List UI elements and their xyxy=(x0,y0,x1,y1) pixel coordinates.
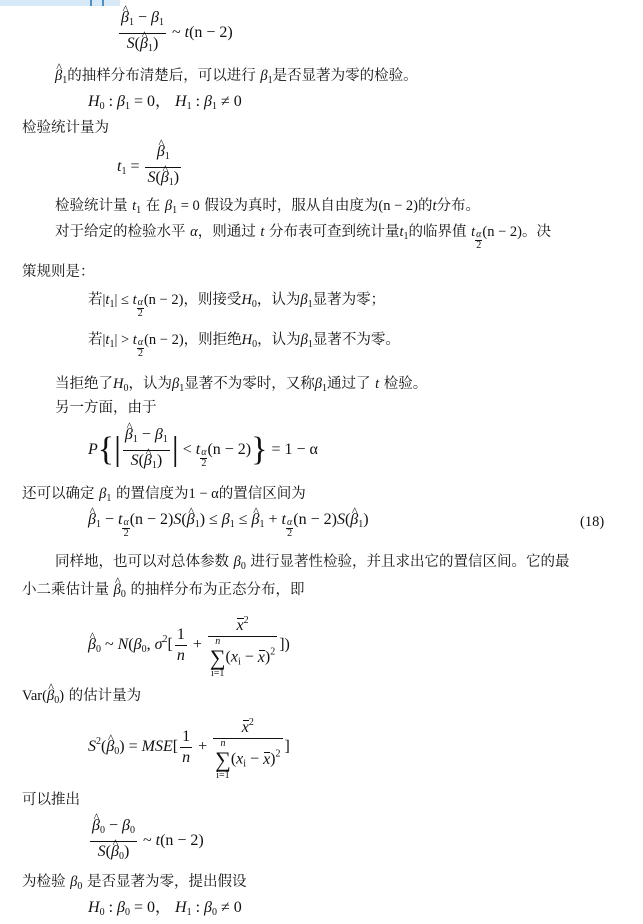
equation-probability-interval: P{| ^ $\frac{\beta_1 - \beta_1}{S(\^{} \beta_1)}$ | < t $\frac{\alpha}{2}$ (n − 2)} = 1 − α xyxy=(88,425,318,476)
paragraph-similar-test: 同样地，也可以对总体参数 $\beta_0$ 进行显著性检验，并且求出它的置信区间。它的最 xyxy=(55,554,570,572)
equation-t1-statistic: $t_1$ = ^ $\frac{\beta_1}{S(\^{} \beta_1)}$ xyxy=(117,142,183,193)
paragraph-other-hand: 另一方面，由于 xyxy=(55,400,157,416)
equation-18-confidence-interval: ^ $\beta_1 - t$ $\frac{\alpha}{2}$ (n − 2)S(^ $\beta_1) \le \beta_1$ ≤ ^ $\beta_1 + t$ $\frac{\alpha}{2}$ (n − 2)S(^ $\beta_1$) xyxy=(88,510,369,539)
rule-reject: 若$|t_1| > t$ $\frac{\alpha}{2}$ (n − 2)，则拒绝$H_0$，认为$\beta_1$显著不为零。 xyxy=(88,332,400,359)
label-can-derive: 可以推出 xyxy=(22,792,80,808)
paragraph-confidence-interval: 还可以确定 $\beta_1$ 的置信度为1 − α的置信区间为 xyxy=(22,486,306,504)
hypothesis-beta1: $H_0$ : $\beta_1 = 0$， $H_1$ : $\beta_1 \ne 0$ xyxy=(88,93,242,112)
paragraph-t-test-passed: 当拒绝了$H_0$，认为$\beta_1$显著不为零时，又称$\beta_1$通过了 t 检验。 xyxy=(55,376,428,394)
paragraph-statistic-distribution: 检验统计量 $t_1$ 在 $\beta_1 = 0$ 假设为真时，服从自由度为(n − 2)的t分布。 xyxy=(55,198,481,216)
label-decision-rule: 策规则是： xyxy=(22,264,95,280)
paragraph-significance-level: 对于给定的检验水平 α，则通过 t 分布表可查到统计量$t_1$的临界值 t $\frac{\alpha}{2}$ (n − 2)。决 xyxy=(55,224,551,251)
label-test-statistic: 检验统计量为 xyxy=(22,120,109,136)
equation-number: (18) xyxy=(580,514,605,530)
top-bar-tick xyxy=(90,0,92,6)
paragraph-var-estimator: Var(^ $\beta_0$) 的估计量为 xyxy=(22,686,141,711)
paragraph-least-squares: 小二乘估计量 ^ $\beta_0$ 的抽样分布为正态分布，即 xyxy=(22,580,304,605)
equation-s2-beta0: $S^2(\^{}$ $\beta_0) = MSE$[ $\frac{1}{n}$ + $x^2$ n ∑ $i=1(x_i - x)^2$ ] xyxy=(88,712,290,782)
top-bar-tick xyxy=(102,0,104,6)
equation-t-distribution-beta0: ^ $\frac{\beta_0 - \beta_0}{S(\^{} \beta_0)}$ ~ t(n − 2) xyxy=(88,816,204,867)
rule-accept: 若$|t_1| \le t$ $\frac{\alpha}{2}$ (n − 2)，则接受$H_0$，认为$\beta_1$显著为零； xyxy=(88,292,386,319)
top-decoration-bar xyxy=(0,0,120,6)
paragraph-beta1-distribution: ^ $\beta_1$的抽样分布清楚后，可以进行 $\beta_1$是否显著为零的检验。 xyxy=(55,66,418,91)
equation-beta0-normal: ^ $\beta_0$ ~ $N(\beta_0$, $\sigma^2$[ $\frac{1}{n}$ + $x^2$ n ∑ $i=1(x_i - x)^2$ ]) xyxy=(88,610,290,680)
hypothesis-beta0: $H_0$ : $\beta_0 = 0$， $H_1$ : $\beta_0 \ne 0$ xyxy=(88,899,242,918)
paragraph-test-beta0: 为检验 $\beta_0$ 是否显著为零，提出假设 xyxy=(22,874,247,892)
equation-t-distribution-beta1: ^ $\frac{\beta_1 - \beta_1}{S(\^{} \beta_1)}$ ~ t(n − 2) xyxy=(117,8,233,59)
